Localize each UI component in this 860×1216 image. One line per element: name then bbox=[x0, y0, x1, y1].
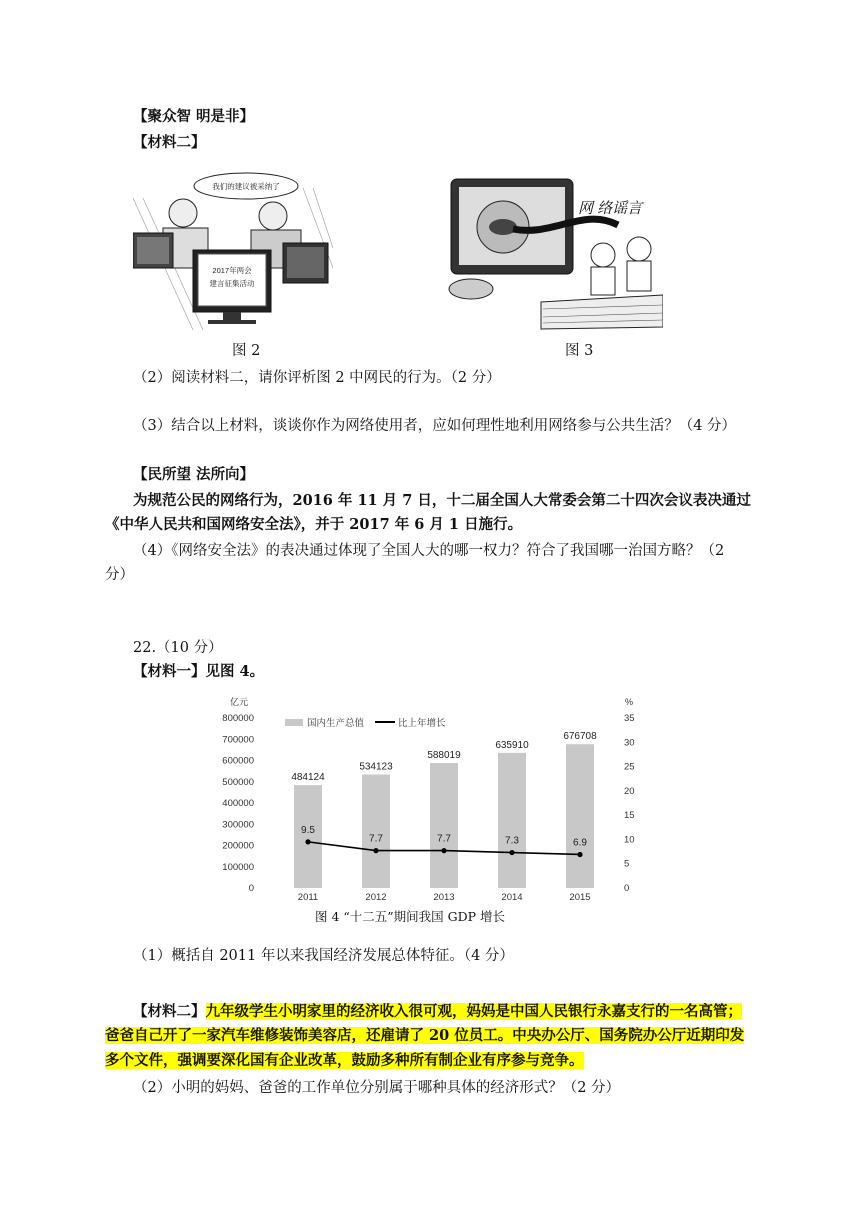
x-tick-label: 2012 bbox=[365, 892, 387, 903]
y-left-tick-label: 300000 bbox=[222, 819, 254, 831]
question-22-1: （1）概括自 2011 年以来我国经济发展总体特征。（4 分） bbox=[133, 948, 514, 964]
legend-bar-label: 国内生产总值 bbox=[307, 718, 365, 729]
gdp-bar bbox=[566, 744, 594, 888]
y-left-tick-label: 200000 bbox=[222, 840, 254, 852]
chart-caption: 图 4 “十二五”期间我国 GDP 增长 bbox=[315, 909, 506, 924]
y-left-tick-label: 800000 bbox=[222, 713, 254, 724]
material-two-b-label: 【材料二】九年级学生小明家里的经济收入很可观，妈妈是中国人民银行永嘉支行的一名高管； bbox=[133, 1003, 742, 1020]
y-right-unit-label: % bbox=[625, 697, 634, 707]
x-tick-label: 2014 bbox=[501, 892, 523, 903]
x-tick-label: 2011 bbox=[297, 892, 319, 903]
growth-point bbox=[373, 848, 378, 853]
y-right-tick-label: 5 bbox=[624, 858, 630, 870]
y-left-unit-label: 亿元 bbox=[230, 697, 249, 707]
figure-3-caption: 图 3 bbox=[565, 343, 594, 359]
legend-bar-swatch bbox=[285, 719, 303, 726]
growth-value-label: 6.9 bbox=[573, 837, 587, 849]
gdp-bar-value-label: 534123 bbox=[359, 761, 393, 773]
legend-line-label: 比上年增长 bbox=[398, 718, 446, 729]
law-paragraph-line-1: 为规范公民的网络行为，2016 年 11 月 7 日，十二届全国人大常委会第二十四次会议表决通过 bbox=[133, 492, 751, 509]
y-right-tick-label: 0 bbox=[624, 883, 630, 894]
material-two-b-line-3-wrap bbox=[105, 1049, 584, 1070]
figure-2-cartoon bbox=[133, 158, 333, 330]
x-tick-label: 2013 bbox=[433, 892, 455, 903]
gdp-bar-value-label: 588019 bbox=[427, 750, 461, 762]
gdp-bar-value-label: 635910 bbox=[495, 739, 529, 751]
growth-value-label: 9.5 bbox=[301, 824, 315, 836]
question-22-heading: 22.（10 分） bbox=[133, 640, 223, 656]
monitor-line-1: 2017年两会 bbox=[212, 266, 252, 275]
y-right-tick-label: 15 bbox=[624, 810, 635, 822]
section-title-law: 【民所望 法所向】 bbox=[133, 466, 255, 483]
question-4-line-1: （4）《网络安全法》的表决通过体现了全国人大的哪一权力？符合了我国哪一治国方略？（2 bbox=[133, 543, 725, 559]
y-left-tick-label: 100000 bbox=[222, 861, 254, 873]
growth-point bbox=[305, 839, 310, 844]
y-left-tick-label: 0 bbox=[248, 883, 254, 894]
growth-value-label: 7.7 bbox=[437, 833, 451, 845]
y-right-tick-label: 20 bbox=[624, 785, 635, 797]
y-right-tick-label: 10 bbox=[624, 834, 635, 846]
material-one-label: 【材料一】见图 4。 bbox=[133, 663, 265, 680]
figure-2-caption: 图 2 bbox=[232, 343, 261, 359]
gdp-chart bbox=[210, 690, 650, 910]
section-title-wisdom: 【聚众智 明是非】 bbox=[133, 108, 255, 125]
figure-3-cartoon bbox=[443, 177, 663, 337]
material-two-b-line-1: 九年级学生小明家里的经济收入很可观，妈妈是中国人民银行永嘉支行的一名高管； bbox=[205, 1003, 742, 1020]
bubble-text: 我们的建议被采纳了 bbox=[212, 182, 280, 191]
material-two-b-line-2-wrap bbox=[105, 1024, 744, 1045]
y-right-tick-label: 25 bbox=[624, 761, 635, 773]
gdp-bar bbox=[430, 763, 458, 888]
question-22-2: （2）小明的妈妈、爸爸的工作单位分别属于哪种具体的经济形式？（2 分） bbox=[133, 1080, 621, 1096]
gdp-bar-value-label: 484124 bbox=[291, 772, 325, 784]
gdp-bar-value-label: 676708 bbox=[563, 731, 597, 743]
growth-point bbox=[577, 852, 582, 857]
gdp-bar bbox=[294, 785, 322, 888]
growth-value-label: 7.7 bbox=[369, 833, 383, 845]
y-left-tick-label: 600000 bbox=[222, 755, 254, 767]
gdp-bar bbox=[362, 774, 390, 888]
question-4-line-2: 分） bbox=[105, 567, 134, 583]
y-left-tick-label: 400000 bbox=[222, 798, 254, 809]
gdp-bar bbox=[498, 753, 526, 888]
material-two-b-line-2: 爸爸自己开了一家汽车维修装饰美容店，还雇请了 20 位员工。中央办公厅、国务院办公厅近期印发 bbox=[105, 1027, 745, 1044]
growth-point bbox=[441, 848, 446, 853]
material-two-label: 【材料二】 bbox=[133, 134, 206, 151]
material-two-b-line-3: 多个文件，强调要深化国有企业改革，鼓励多种所有制企业有序参与竞争。 bbox=[105, 1052, 584, 1069]
y-right-tick-label: 35 bbox=[624, 713, 635, 724]
growth-point bbox=[509, 850, 514, 855]
question-2: （2）阅读材料二，请你评析图 2 中网民的行为。（2 分） bbox=[133, 370, 501, 386]
y-left-tick-label: 500000 bbox=[222, 776, 254, 788]
law-paragraph-line-2: 《中华人民共和国网络安全法》，并于 2017 年 6 月 1 日施行。 bbox=[105, 516, 523, 533]
y-right-tick-label: 30 bbox=[624, 737, 635, 749]
x-tick-label: 2015 bbox=[569, 892, 591, 903]
question-3: （3）结合以上材料，谈谈你作为网络使用者，应如何理性地利用网络参与公共生活？（4 分） bbox=[133, 418, 737, 434]
fig3-screen-text: 网 络谣言 bbox=[578, 200, 643, 217]
growth-value-label: 7.3 bbox=[505, 835, 519, 847]
monitor-line-2: 建言征集活动 bbox=[209, 279, 255, 288]
y-left-tick-label: 700000 bbox=[222, 734, 254, 746]
